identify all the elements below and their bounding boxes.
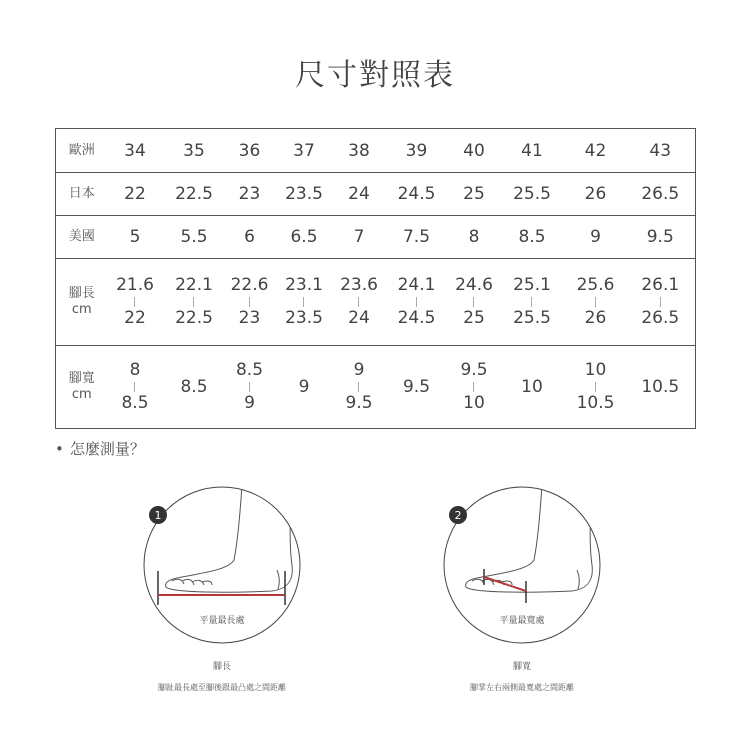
row-label-unit: cm <box>71 387 92 402</box>
size-cell: 8.5 <box>163 346 226 429</box>
foot-length-diagram <box>142 485 302 693</box>
range-min: 10 <box>584 359 607 380</box>
size-range <box>230 274 269 328</box>
size-cell: 8 <box>450 216 499 259</box>
range-min: 26.1 <box>641 274 680 295</box>
size-cell: 22.5 <box>163 173 226 216</box>
range-min: 25.1 <box>513 274 551 295</box>
range-min: 21.6 <box>116 274 154 295</box>
range-max: 23.5 <box>285 307 323 328</box>
eu-size-row <box>56 129 696 173</box>
size-cell: 10 <box>499 346 566 429</box>
size-cell: 5 <box>108 216 163 259</box>
range-separator <box>416 297 417 307</box>
page-title: 尺寸對照表 <box>295 58 455 93</box>
size-range <box>641 274 680 328</box>
size-range <box>175 274 213 328</box>
range-min: 9 <box>353 359 365 380</box>
range-separator <box>473 297 474 307</box>
diagram-title: 腳寬 <box>512 662 531 672</box>
step-number-badge: 1 <box>154 509 162 522</box>
size-range <box>455 274 493 328</box>
size-cell: 24.5 <box>384 173 450 216</box>
range-max: 8.5 <box>121 392 149 413</box>
size-range <box>285 274 323 328</box>
row-label-unit: cm <box>71 302 92 317</box>
range-separator <box>595 382 596 392</box>
how-to-measure-heading <box>55 438 145 459</box>
size-cell: 9.5 <box>384 346 450 429</box>
heel-line <box>577 570 579 589</box>
size-cell <box>108 259 163 346</box>
size-cell <box>450 346 499 429</box>
range-separator <box>303 297 304 307</box>
range-min: 24.1 <box>397 274 436 295</box>
row-label <box>56 346 108 429</box>
size-cell <box>108 346 163 429</box>
range-max: 26.5 <box>641 307 680 328</box>
size-cell <box>335 346 384 429</box>
step-number-badge: 2 <box>454 509 462 522</box>
size-range <box>513 274 551 328</box>
size-cell: 26 <box>566 173 626 216</box>
range-max: 25.5 <box>513 307 551 328</box>
row-label: 日本 <box>56 173 108 216</box>
range-max: 24 <box>348 307 370 328</box>
size-cell: 42 <box>584 140 607 161</box>
range-max: 9.5 <box>345 392 373 413</box>
range-max: 24.5 <box>397 307 436 328</box>
size-cell <box>226 259 274 346</box>
size-cell: 39 <box>405 140 428 161</box>
foot-length-illustration <box>142 485 302 645</box>
size-range <box>121 359 149 413</box>
range-min: 23.6 <box>340 274 378 295</box>
size-cell: 35 <box>183 140 205 161</box>
size-cell <box>384 259 450 346</box>
size-range <box>340 274 378 328</box>
foot-width-row <box>56 346 696 429</box>
range-min: 23.1 <box>285 274 323 295</box>
range-max: 9 <box>244 392 255 413</box>
foot-outline <box>166 485 293 592</box>
range-min: 8.5 <box>235 359 264 380</box>
size-cell: 25.5 <box>499 173 566 216</box>
size-range <box>345 359 373 413</box>
size-range <box>235 359 264 413</box>
range-min: 24.6 <box>455 274 493 295</box>
size-cell: 7.5 <box>384 216 450 259</box>
size-cell <box>226 346 274 429</box>
size-cell: 23.5 <box>274 173 335 216</box>
foot-length-row <box>56 259 696 346</box>
range-max: 25 <box>463 307 485 328</box>
size-cell: 10.5 <box>626 346 696 429</box>
range-separator <box>473 382 474 392</box>
foot-width-illustration <box>442 485 602 645</box>
size-cell: 7 <box>335 216 384 259</box>
row-label: 美國 <box>56 216 108 259</box>
size-cell <box>274 259 335 346</box>
diagram-description: 腳掌左右兩側最寬處之間距離 <box>470 683 574 692</box>
size-chart-table <box>55 128 696 429</box>
row-label-text: 腳寬 <box>68 371 95 386</box>
size-cell <box>566 259 626 346</box>
range-separator <box>193 297 194 307</box>
size-range <box>576 359 615 413</box>
size-cell: 9 <box>274 346 335 429</box>
range-max: 10.5 <box>576 392 615 413</box>
inner-measure-label: 平量最長處 <box>199 616 245 626</box>
row-label: 歐洲 <box>68 142 95 158</box>
diagram-title: 腳長 <box>212 662 231 672</box>
range-min: 22.1 <box>175 274 213 295</box>
range-min: 9.5 <box>460 359 488 380</box>
range-max: 10 <box>463 392 485 413</box>
size-cell <box>450 259 499 346</box>
range-max: 22 <box>124 307 146 328</box>
size-cell <box>499 259 566 346</box>
size-cell: 40 <box>463 140 485 161</box>
range-max: 26 <box>584 307 607 328</box>
bullet: • <box>55 440 64 458</box>
range-min: 8 <box>129 359 141 380</box>
size-range <box>116 274 154 328</box>
how-to-label: 怎麼測量？ <box>69 440 145 458</box>
size-cell: 6 <box>226 216 274 259</box>
size-cell: 23 <box>226 173 274 216</box>
size-cell: 43 <box>649 140 672 161</box>
us-size-row <box>56 216 696 259</box>
size-range <box>576 274 615 328</box>
size-cell: 26.5 <box>626 173 696 216</box>
size-cell <box>163 259 226 346</box>
size-cell: 9 <box>566 216 626 259</box>
size-cell: 22 <box>108 173 163 216</box>
size-cell: 34 <box>124 140 146 161</box>
range-separator <box>134 382 135 392</box>
size-cell: 41 <box>521 140 543 161</box>
heel-line <box>277 570 279 589</box>
size-cell: 24 <box>335 173 384 216</box>
size-cell: 37 <box>293 140 315 161</box>
range-separator <box>249 297 250 307</box>
foot-width-diagram <box>442 485 602 693</box>
range-separator <box>595 297 596 307</box>
range-max: 23 <box>238 307 261 328</box>
size-range <box>397 274 436 328</box>
range-max: 22.5 <box>175 307 213 328</box>
range-separator <box>134 297 135 307</box>
jp-size-row <box>56 173 696 216</box>
size-cell: 36 <box>238 140 261 161</box>
size-cell: 38 <box>348 140 370 161</box>
row-label <box>56 259 108 346</box>
size-cell: 6.5 <box>274 216 335 259</box>
width-measure-line <box>484 577 526 591</box>
size-cell: 25 <box>450 173 499 216</box>
range-separator <box>249 382 250 392</box>
size-cell: 5.5 <box>163 216 226 259</box>
range-separator <box>358 297 359 307</box>
size-cell <box>626 259 696 346</box>
size-cell: 9.5 <box>626 216 696 259</box>
size-cell <box>566 346 626 429</box>
range-min: 25.6 <box>576 274 615 295</box>
size-cell: 8.5 <box>499 216 566 259</box>
size-range <box>460 359 488 413</box>
diagram-description: 腳趾最長處至腳後跟最凸處之間距離 <box>158 683 286 692</box>
range-separator <box>358 382 359 392</box>
size-cell <box>335 259 384 346</box>
range-separator <box>531 297 532 307</box>
range-separator <box>660 297 661 307</box>
inner-measure-label: 平量最寬處 <box>499 616 545 626</box>
range-min: 22.6 <box>230 274 269 295</box>
row-label-text: 腳長 <box>68 286 95 301</box>
toes-outline <box>172 579 212 585</box>
